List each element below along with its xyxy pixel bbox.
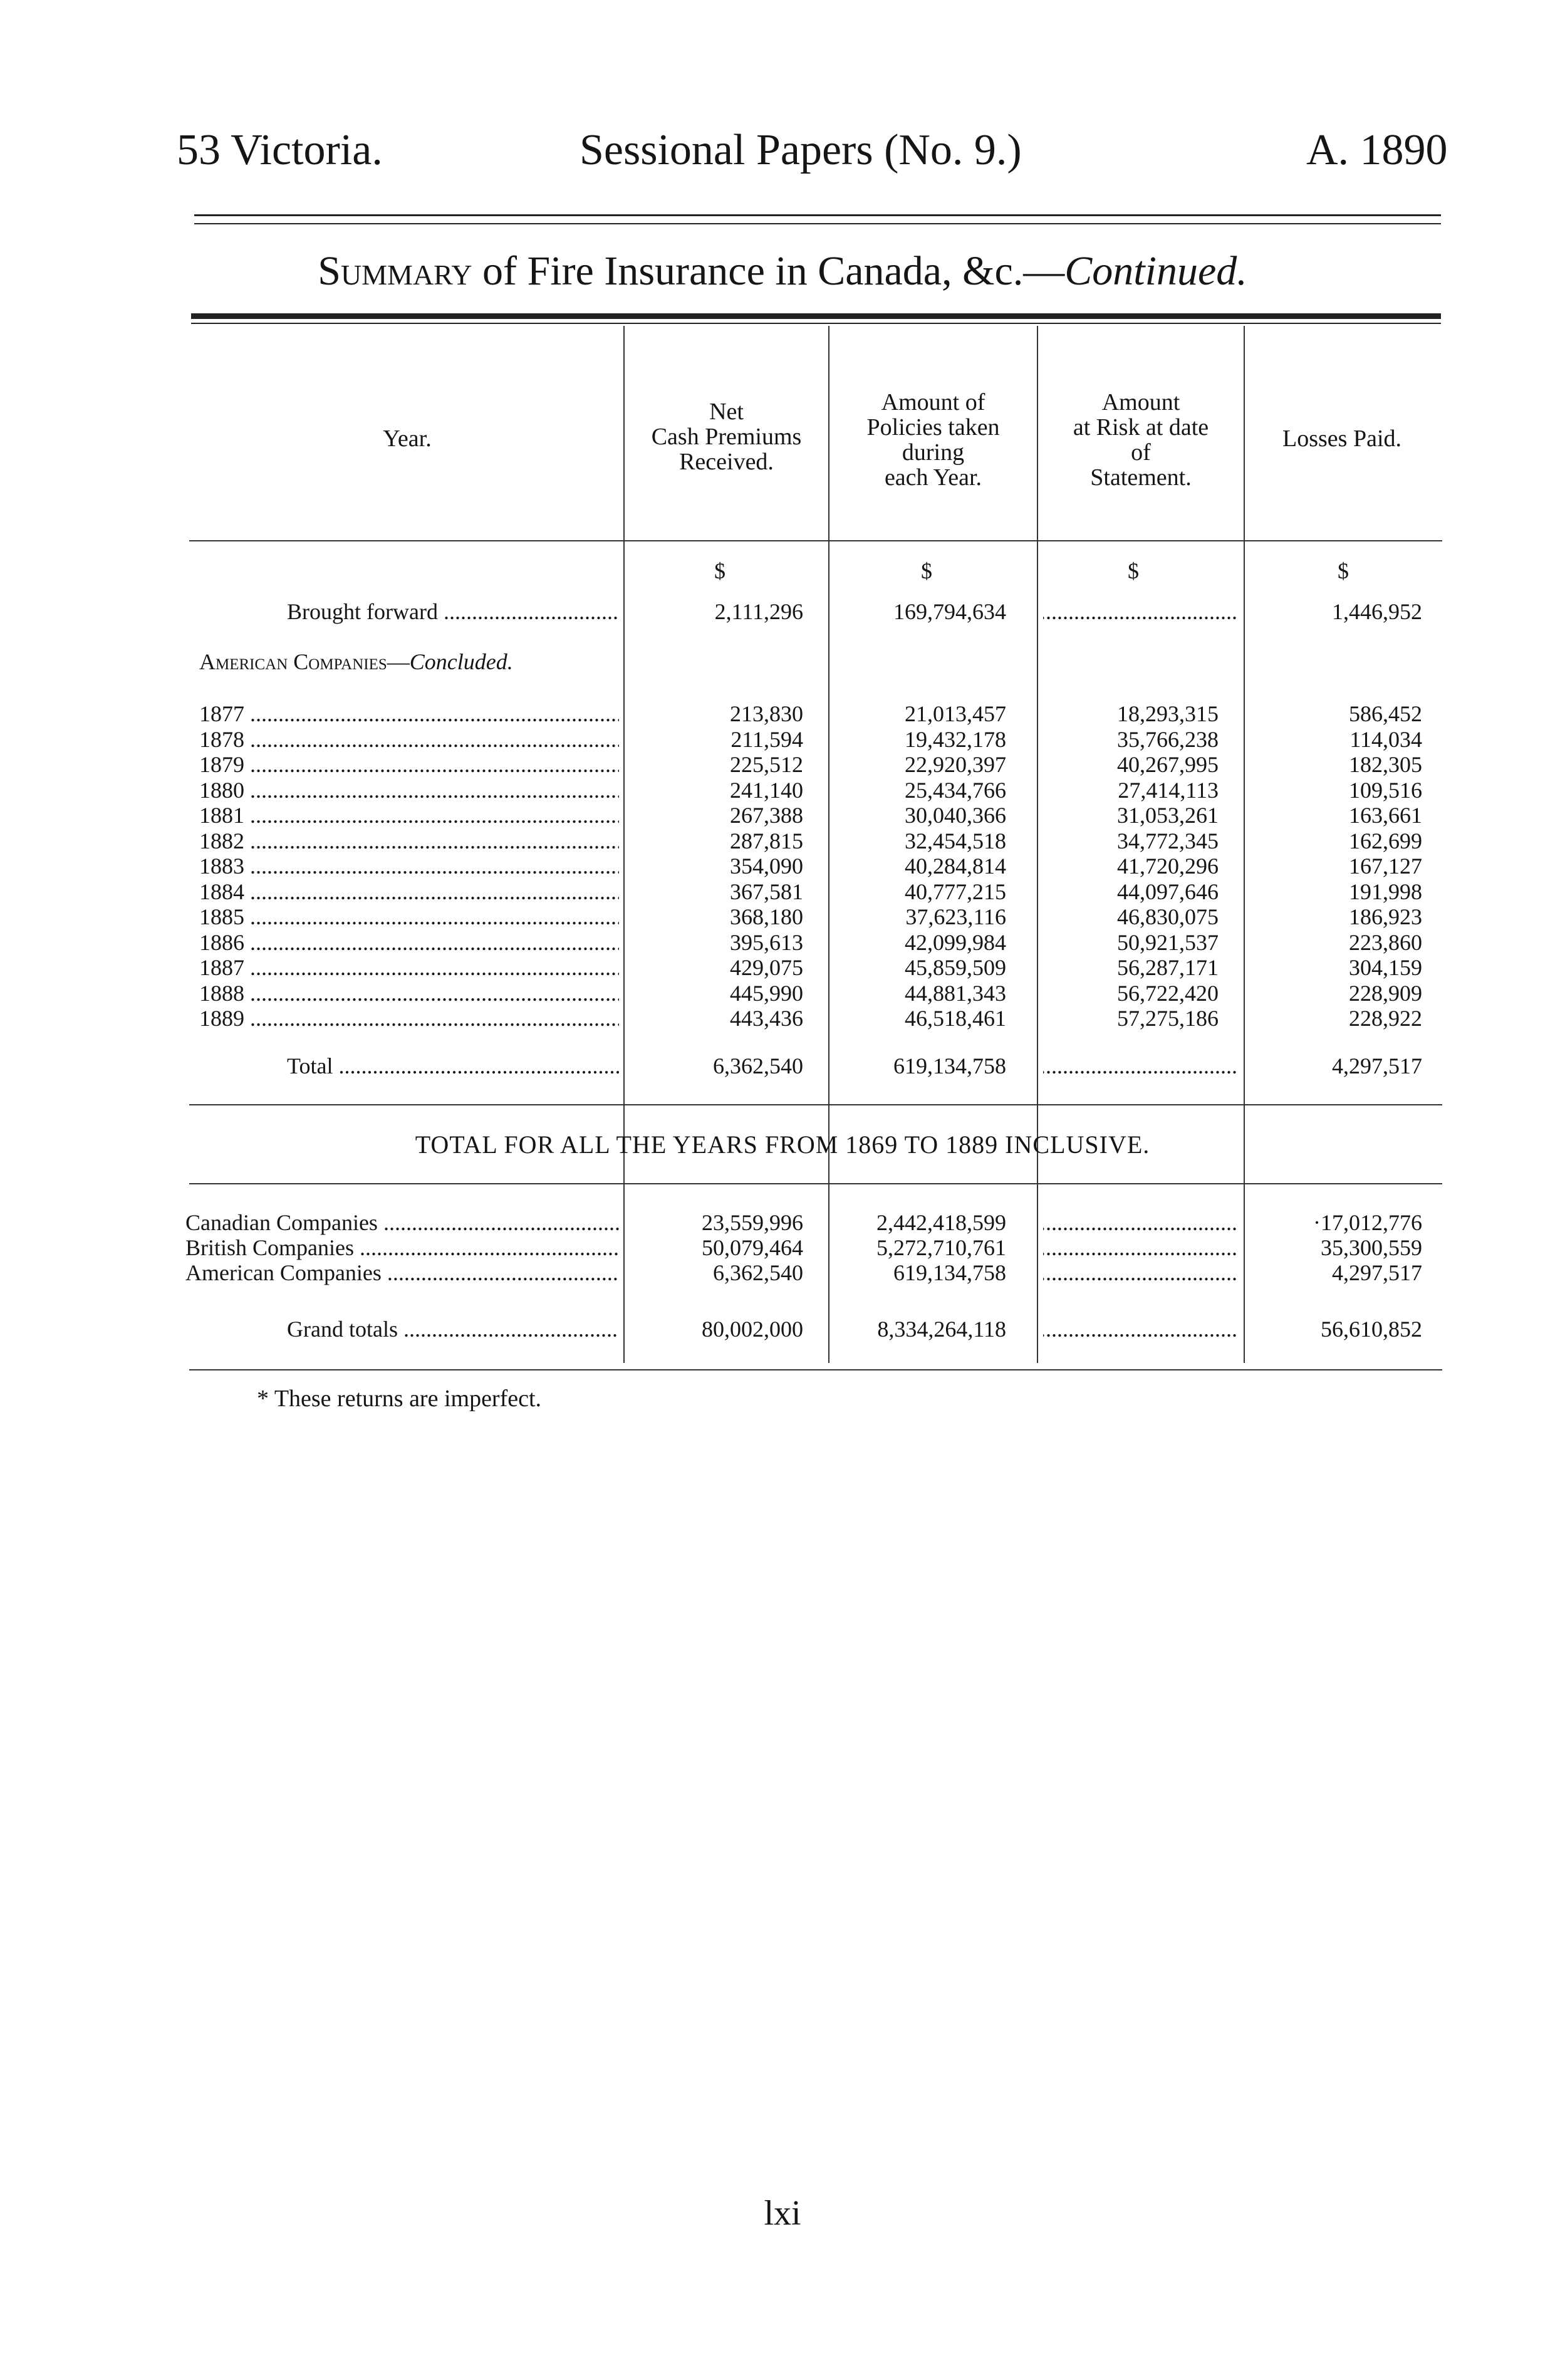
row-losses: 228,909 (1349, 981, 1422, 1006)
row-year: 1880 ..... (199, 777, 619, 803)
col-head-losses: Losses Paid. (1282, 425, 1401, 452)
page-number: lxi (764, 2194, 801, 2233)
row-year: 1884 ..... (199, 879, 619, 905)
row-risk: 41,720,296 (1117, 853, 1219, 879)
row-year: 1887 ..... (199, 954, 619, 981)
brought-forward-label: Brought forward ..... (287, 598, 619, 625)
row-year: 1883 ..... (199, 853, 619, 879)
row-risk: 34,772,345 (1117, 828, 1219, 853)
title-rule-thin (191, 323, 1441, 324)
summary-row-premiums: 50,079,464 (702, 1235, 803, 1260)
row-risk: 40,267,995 (1117, 752, 1219, 777)
row-losses: 191,998 (1349, 879, 1422, 904)
row-losses: 162,699 (1349, 828, 1422, 853)
row-year: 1888 ..... (199, 980, 619, 1006)
header-bottom-rule (189, 540, 1442, 541)
row-risk: 35,766,238 (1117, 727, 1219, 752)
row-policies: 19,432,178 (905, 727, 1006, 752)
row-policies: 32,454,518 (905, 828, 1006, 853)
total-bottom-rule (189, 1104, 1442, 1105)
title-rule-thick (191, 313, 1441, 319)
row-premiums: 267,388 (730, 803, 803, 828)
row-policies: 44,881,343 (905, 981, 1006, 1006)
row-policies: 22,920,397 (905, 752, 1006, 777)
row-losses: 186,923 (1349, 904, 1422, 929)
row-losses: 223,860 (1349, 930, 1422, 955)
summary-row-risk-dots (1043, 1260, 1237, 1286)
col-head-risk-line4: Statement. (1090, 464, 1192, 491)
brought-forward-premiums: 2,111,296 (714, 599, 803, 624)
header-rule-top (194, 214, 1441, 216)
total-losses: 4,297,517 (1332, 1053, 1422, 1078)
summary-row-policies: 619,134,758 (893, 1260, 1006, 1285)
col-head-risk-line3: of (1131, 439, 1151, 466)
col-divider-4 (1244, 326, 1245, 1363)
summary-row-losses: 35,300,559 (1321, 1235, 1422, 1260)
row-year: 1882 ..... (199, 828, 619, 854)
summary-row-risk-dots (1043, 1234, 1237, 1261)
col-head-premiums-line2: Cash Premiums (651, 424, 802, 450)
brought-forward-losses: 1,446,952 (1332, 599, 1422, 624)
footnote: * These returns are imperfect. (257, 1386, 542, 1412)
grand-total-risk-dots (1043, 1316, 1237, 1342)
row-year: 1881 ..... (199, 802, 619, 828)
title-smallcaps: Summary (318, 248, 472, 294)
row-risk: 46,830,075 (1117, 904, 1219, 929)
row-premiums: 213,830 (730, 701, 803, 726)
row-year: 1877 ..... (199, 701, 619, 727)
summary-row-label: American Companies ..... (185, 1260, 619, 1286)
col-head-policies-line4: each Year. (884, 464, 982, 491)
summary-row-losses: ·17,012,776 (1313, 1210, 1422, 1235)
col-divider-1 (623, 326, 625, 1363)
row-policies: 42,099,984 (905, 930, 1006, 955)
row-policies: 46,518,461 (905, 1006, 1006, 1031)
summary-bottom-rule (189, 1369, 1442, 1370)
row-policies: 40,284,814 (905, 853, 1006, 879)
currency-risk: $ (1128, 558, 1139, 583)
row-premiums: 211,594 (731, 727, 803, 752)
col-head-premiums-line1: Net (709, 399, 744, 425)
header-rule-bottom (194, 223, 1441, 224)
row-premiums: 443,436 (730, 1006, 803, 1031)
total-risk-dots (1043, 1053, 1237, 1079)
row-losses: 167,127 (1349, 853, 1422, 879)
summary-title: TOTAL FOR ALL THE YEARS FROM 1869 TO 1889 INCLUSIVE. (415, 1130, 1150, 1159)
currency-losses: $ (1338, 558, 1349, 583)
header-volume: 53 Victoria. (177, 126, 383, 174)
row-premiums: 395,613 (730, 930, 803, 955)
row-premiums: 241,140 (730, 778, 803, 803)
brought-forward-policies: 169,794,634 (893, 599, 1006, 624)
grand-total-losses: 56,610,852 (1321, 1317, 1422, 1342)
currency-policies: $ (921, 558, 932, 583)
row-losses: 304,159 (1349, 955, 1422, 980)
total-label: Total ..... (287, 1053, 619, 1079)
row-policies: 30,040,366 (905, 803, 1006, 828)
row-year: 1878 ..... (199, 726, 619, 753)
summary-row-premiums: 6,362,540 (713, 1260, 803, 1285)
row-premiums: 367,581 (730, 879, 803, 904)
col-head-premiums-line3: Received. (679, 449, 774, 475)
summary-row-policies: 2,442,418,599 (876, 1210, 1006, 1235)
row-year: 1879 ..... (199, 751, 619, 778)
row-year: 1889 ..... (199, 1005, 619, 1031)
row-risk: 56,287,171 (1117, 955, 1219, 980)
row-risk: 31,053,261 (1117, 803, 1219, 828)
summary-row-policies: 5,272,710,761 (876, 1235, 1006, 1260)
page-title (0, 248, 1565, 295)
row-losses: 182,305 (1349, 752, 1422, 777)
summary-top-rule (189, 1183, 1442, 1184)
title-continued: Continued. (1064, 248, 1247, 294)
row-risk: 44,097,646 (1117, 879, 1219, 904)
col-head-risk-line1: Amount (1101, 389, 1180, 415)
row-premiums: 445,990 (730, 981, 803, 1006)
col-head-premiums (625, 399, 828, 474)
row-policies: 40,777,215 (905, 879, 1006, 904)
grand-total-premiums: 80,002,000 (702, 1317, 803, 1342)
section-label-main: American Companies— (199, 649, 410, 674)
section-label-concluded: Concluded. (409, 649, 513, 674)
summary-row-premiums: 23,559,996 (702, 1210, 803, 1235)
row-policies: 45,859,509 (905, 955, 1006, 980)
row-losses: 163,661 (1349, 803, 1422, 828)
row-premiums: 368,180 (730, 904, 803, 929)
row-losses: 228,922 (1349, 1006, 1422, 1031)
row-risk: 50,921,537 (1117, 930, 1219, 955)
row-risk: 57,275,186 (1117, 1006, 1219, 1031)
row-premiums: 225,512 (730, 752, 803, 777)
summary-row-label: Canadian Companies ..... (185, 1209, 619, 1236)
row-losses: 109,516 (1349, 778, 1422, 803)
row-risk: 18,293,315 (1117, 701, 1219, 726)
row-risk: 27,414,113 (1118, 778, 1219, 803)
col-head-policies (829, 390, 1037, 490)
col-head-risk (1038, 390, 1244, 490)
row-premiums: 287,815 (730, 828, 803, 853)
row-policies: 21,013,457 (905, 701, 1006, 726)
brought-forward-risk-dots (1043, 598, 1237, 625)
total-policies: 619,134,758 (893, 1053, 1006, 1078)
col-head-policies-line3: during (902, 439, 965, 466)
header-year: A. 1890 (1306, 126, 1448, 174)
summary-row-losses: 4,297,517 (1332, 1260, 1422, 1285)
row-policies: 37,623,116 (905, 904, 1006, 929)
currency-premiums: $ (714, 558, 725, 583)
title-main: of Fire Insurance in Canada, &c.— (472, 248, 1065, 294)
col-head-risk-line2: at Risk at date (1073, 414, 1209, 441)
row-policies: 25,434,766 (905, 778, 1006, 803)
row-premiums: 429,075 (730, 955, 803, 980)
row-risk: 56,722,420 (1117, 981, 1219, 1006)
total-premiums: 6,362,540 (713, 1053, 803, 1078)
col-head-year: Year. (383, 425, 432, 452)
grand-total-policies: 8,334,264,118 (877, 1317, 1006, 1342)
row-year: 1885 ..... (199, 904, 619, 930)
col-head-policies-line2: Policies taken (866, 414, 1000, 441)
summary-row-label: British Companies ..... (185, 1234, 619, 1261)
summary-row-risk-dots (1043, 1209, 1237, 1236)
row-year: 1886 ..... (199, 929, 619, 956)
col-head-policies-line1: Amount of (881, 389, 985, 415)
section-label (199, 649, 513, 675)
row-losses: 114,034 (1349, 727, 1422, 752)
row-losses: 586,452 (1349, 701, 1422, 726)
header-series: Sessional Papers (No. 9.) (580, 126, 1022, 174)
grand-total-label: Grand totals ..... (287, 1316, 619, 1342)
row-premiums: 354,090 (730, 853, 803, 879)
